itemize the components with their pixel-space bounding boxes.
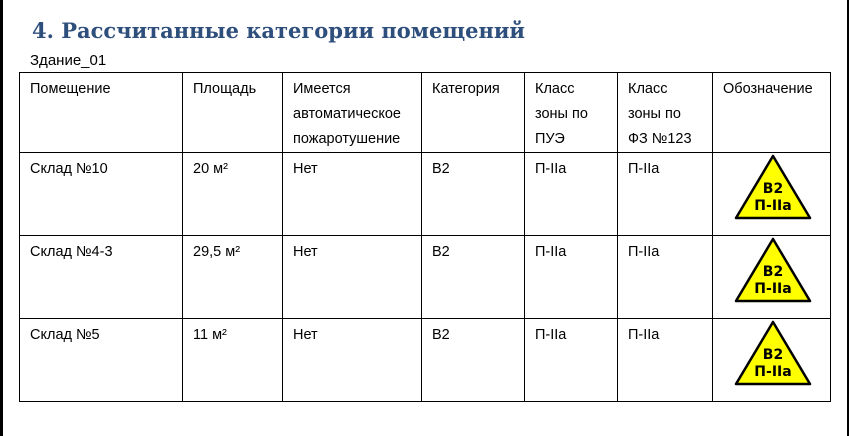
- section-heading: 4. Рассчитанные категории помещений: [32, 18, 525, 43]
- sign-category-label: В2: [762, 264, 783, 280]
- cell-category: В2: [422, 236, 525, 319]
- header-room: Помещение: [20, 73, 183, 153]
- page-border-left: [0, 0, 3, 436]
- table-row: [20, 319, 831, 402]
- cell-area: 11 м²: [183, 319, 283, 402]
- warning-triangle-icon: [734, 237, 812, 303]
- cell-area: 20 м²: [183, 153, 283, 236]
- header-area: Площадь: [183, 73, 283, 153]
- page-border-right: [847, 0, 849, 436]
- cell-pue-zone: П-IIа: [525, 236, 618, 319]
- cell-fz123-zone: П-IIа: [618, 153, 713, 236]
- table-header-row: [20, 73, 831, 153]
- cell-designation: [713, 319, 831, 402]
- cell-designation: [713, 236, 831, 319]
- header-pue-zone: Класс зоны по ПУЭ: [525, 73, 618, 153]
- cell-room: Склад №4-3: [20, 236, 183, 319]
- header-category: Категория: [422, 73, 525, 153]
- sign-zone-label: П-IIа: [753, 198, 792, 214]
- cell-area: 29,5 м²: [183, 236, 283, 319]
- sign-zone-label: П-IIа: [753, 281, 792, 297]
- sign-zone-label: П-IIа: [753, 364, 792, 380]
- cell-pue-zone: П-IIа: [525, 319, 618, 402]
- building-label: Здание_01: [30, 52, 107, 69]
- cell-designation: [713, 153, 831, 236]
- cell-auto-extinguishing: Нет: [283, 319, 422, 402]
- categories-table: [19, 72, 831, 402]
- cell-auto-extinguishing: Нет: [283, 236, 422, 319]
- warning-triangle-icon: [734, 320, 812, 386]
- cell-room: Склад №5: [20, 319, 183, 402]
- cell-fz123-zone: П-IIа: [618, 319, 713, 402]
- cell-category: В2: [422, 153, 525, 236]
- cell-room: Склад №10: [20, 153, 183, 236]
- warning-triangle-icon: [734, 154, 812, 220]
- header-designation: Обозначение: [713, 73, 831, 153]
- cell-fz123-zone: П-IIа: [618, 236, 713, 319]
- header-auto-extinguishing: Имеется автоматическое пожаротушение: [283, 73, 422, 153]
- cell-pue-zone: П-IIа: [525, 153, 618, 236]
- sign-category-label: В2: [762, 347, 783, 363]
- sign-category-label: В2: [762, 181, 783, 197]
- table-row: [20, 153, 831, 236]
- table-row: [20, 236, 831, 319]
- cell-category: В2: [422, 319, 525, 402]
- header-fz123-zone: Класс зоны по ФЗ №123: [618, 73, 713, 153]
- cell-auto-extinguishing: Нет: [283, 153, 422, 236]
